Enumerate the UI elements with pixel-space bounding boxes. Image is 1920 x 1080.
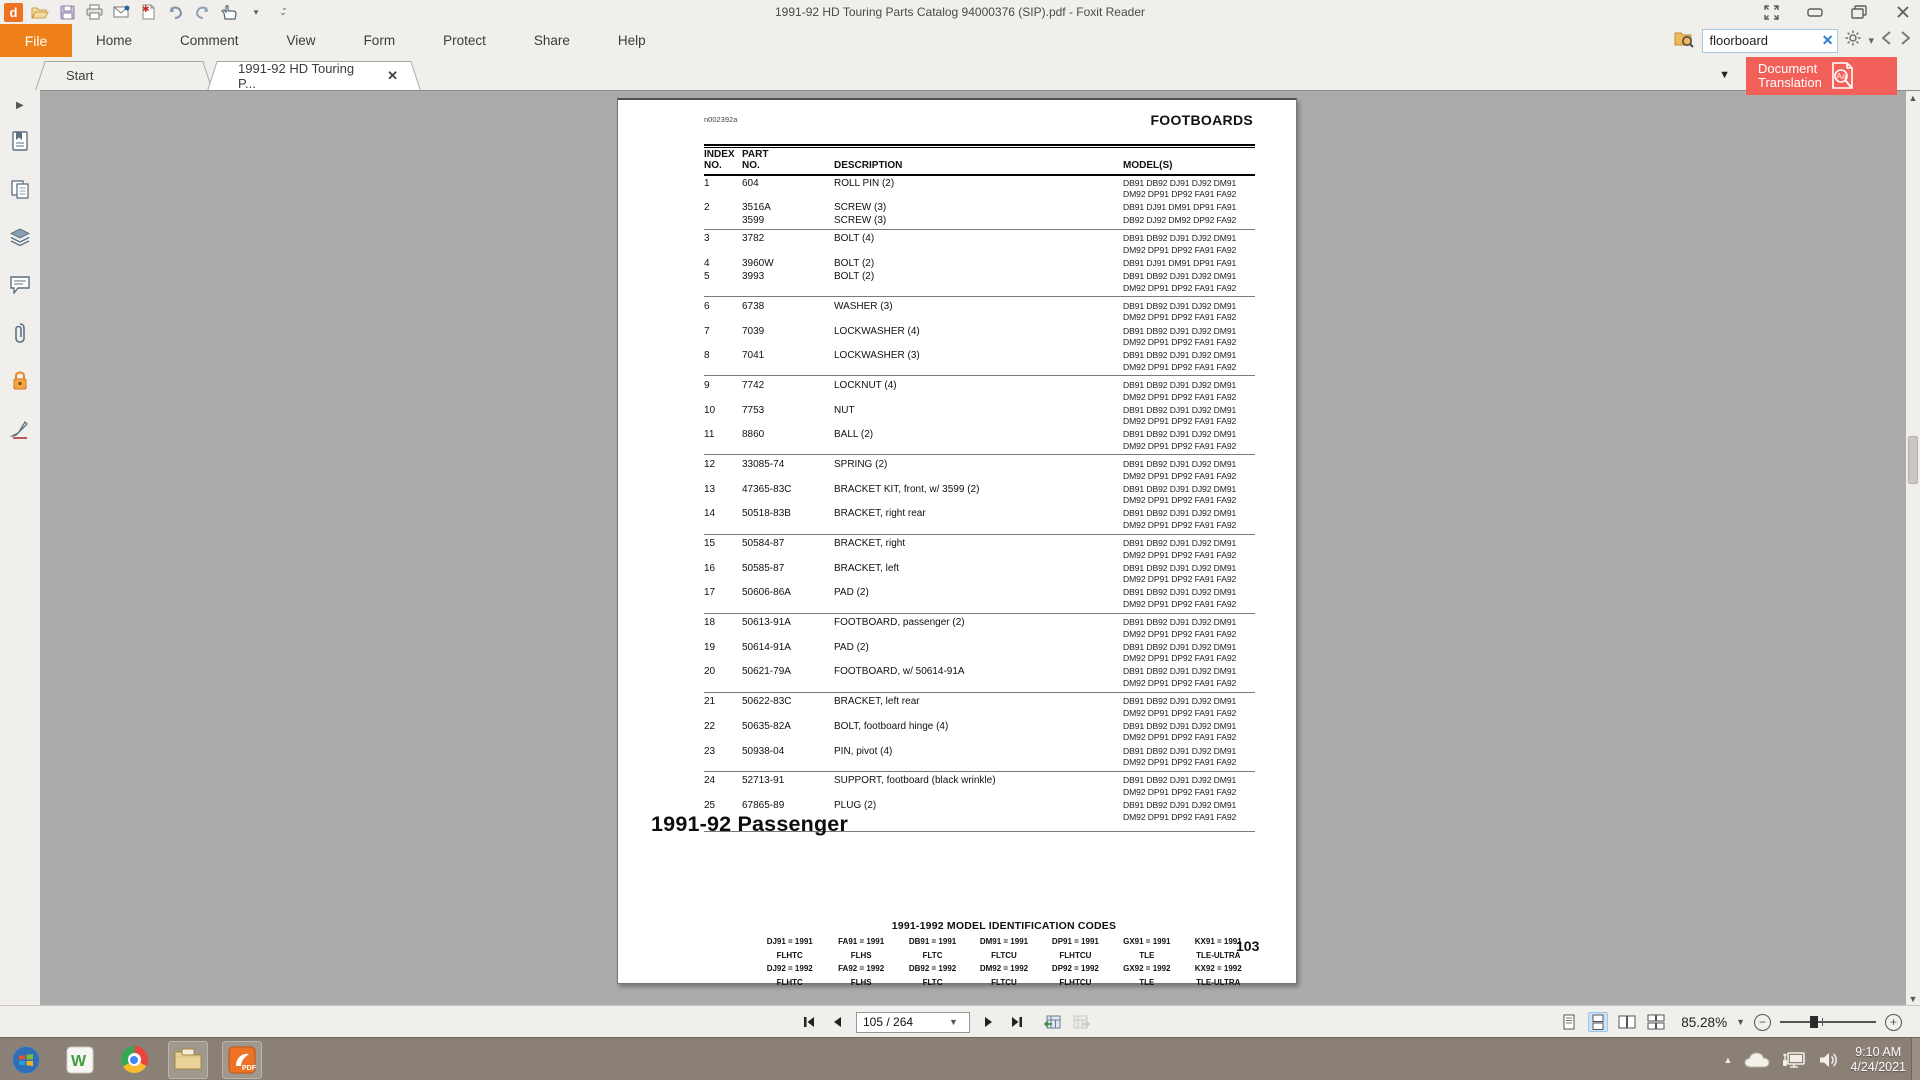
table-row: 6 6738 WASHER (3) DB91 DB92 DJ91 DJ92 DM91 DM92 DP91 DP92 FA91 FA92 <box>704 300 1237 323</box>
table-row: 5 3993 BOLT (2) DB91 DB92 DJ91 DJ92 DM91 DM92 DP91 DP92 FA91 FA92 <box>704 271 1237 293</box>
redo-icon[interactable] <box>192 3 212 21</box>
network-icon[interactable] <box>1782 1050 1806 1070</box>
document-translation-banner[interactable] <box>1746 57 1897 95</box>
scrollbar-thumb[interactable] <box>1908 436 1918 484</box>
table-row: 3 3782 BOLT (4) DB91 DB92 DJ91 DJ92 DM91 DM92 DP91 DP92 FA91 FA92 <box>704 233 1237 255</box>
continuous-facing-view-icon[interactable] <box>1646 1012 1666 1032</box>
zoom-level-label: 85.28% <box>1681 1014 1728 1030</box>
menu-comment[interactable]: Comment <box>180 33 239 48</box>
search-folder-icon[interactable] <box>1674 29 1696 53</box>
search-dropdown-icon[interactable]: ▾ <box>1868 35 1874 47</box>
status-bar <box>0 1005 1920 1037</box>
svg-text:PDF: PDF <box>242 1064 256 1072</box>
translation-aa-icon <box>1830 61 1856 91</box>
model-codes-title: 1991-1992 MODEL IDENTIFICATION CODES <box>891 920 1117 932</box>
restore-icon[interactable] <box>1848 3 1870 21</box>
title-bar <box>0 0 1920 24</box>
zoom-slider[interactable] <box>1780 1013 1876 1031</box>
zoom-in-button[interactable]: + <box>1885 1014 1902 1031</box>
page-thumbnails-panel-icon[interactable] <box>9 178 31 200</box>
taskbar-clock[interactable]: 9:10 AM 4/24/2021 <box>1850 1044 1906 1074</box>
hand-tool-dropdown-icon[interactable]: ▾ <box>253 6 259 17</box>
previous-page-button[interactable] <box>828 1013 846 1031</box>
page-number-field <box>856 1012 970 1033</box>
model-codes-table <box>754 920 1254 989</box>
table-row: 15 50584-87 BRACKET, right DB91 DB92 DJ91 DJ92 DM91 DM92 DP91 DP92 FA91 FA92 <box>704 538 1237 560</box>
facing-view-icon[interactable] <box>1617 1012 1637 1032</box>
menu-form[interactable]: Form <box>363 33 396 48</box>
clear-search-icon[interactable]: ✕ <box>1821 32 1834 48</box>
page-number: 103 <box>1236 938 1260 954</box>
table-row: 4 3960W BOLT (2) DB91 DJ91 DM91 DP91 FA91 <box>704 258 1237 270</box>
taskbar-file-manager-icon[interactable] <box>168 1041 208 1079</box>
model-code-column: FA91 = 1991 FLHS FA92 = 1992 FLHS <box>838 937 885 987</box>
system-tray <box>1723 1038 1906 1080</box>
table-row: 2 3516A SCREW (3) DB91 DJ91 DM91 DP91 FA91 <box>704 202 1237 214</box>
menu-protect[interactable]: Protect <box>443 33 486 48</box>
minimize-icon[interactable] <box>1804 3 1826 21</box>
table-row: 21 50622-83C BRACKET, left rear DB91 DB92 DJ91 DJ92 DM91 DM92 DP91 DP92 FA91 FA92 <box>704 696 1237 718</box>
continuous-view-icon[interactable] <box>1588 1012 1608 1032</box>
table-row: 16 50585-87 BRACKET, left DB91 DB92 DJ91 DJ92 DM91 DM92 DP91 DP92 FA91 FA92 <box>704 562 1237 585</box>
zoom-dropdown-icon[interactable]: ▼ <box>1736 1017 1745 1027</box>
table-row: 14 50518-83B BRACKET, right rear DB91 DB92 DJ91 DJ92 DM91 DM92 DP91 DP92 FA91 FA92 <box>704 508 1237 530</box>
search-input[interactable] <box>1709 33 1819 48</box>
zoom-slider-handle[interactable] <box>1810 1016 1818 1028</box>
model-code-column: DB91 = 1991 FLTC DB92 = 1992 FLTC <box>908 937 957 987</box>
email-icon[interactable] <box>111 3 131 21</box>
search-settings-gear-icon[interactable] <box>1844 29 1862 52</box>
hidden-icons-icon[interactable]: ▲ <box>1723 1054 1733 1065</box>
table-row: 22 50635-82A BOLT, footboard hinge (4) DB91 DB92 DJ91 DJ92 DM91 DM92 DP91 DP92 FA91 FA92 <box>704 720 1237 743</box>
table-row: 1 604 ROLL PIN (2) DB91 DB92 DJ91 DJ92 DM91 DM92 DP91 DP92 FA91 FA92 <box>704 177 1237 200</box>
search-area <box>1674 27 1912 54</box>
volume-icon[interactable] <box>1818 1051 1838 1069</box>
menu-bar <box>0 24 1920 57</box>
window-controls <box>1760 3 1914 21</box>
onedrive-icon[interactable] <box>1744 1051 1770 1068</box>
previous-view-button[interactable] <box>1044 1013 1062 1031</box>
table-row: 7 7039 LOCKWASHER (4) DB91 DB92 DJ91 DJ92 DM91 DM92 DP91 DP92 FA91 FA92 <box>704 325 1237 348</box>
table-row: 3599 SCREW (3) DB92 DJ92 DM92 DP92 FA92 <box>742 215 1237 227</box>
quick-access-toolbar <box>0 3 293 22</box>
parts-table-body <box>704 176 1255 832</box>
table-row: 17 50606-86A PAD (2) DB91 DB92 DJ91 DJ92 DM91 DM92 DP91 DP92 FA91 FA92 <box>704 587 1237 609</box>
single-page-view-icon[interactable] <box>1559 1012 1579 1032</box>
menu-view[interactable]: View <box>286 33 316 48</box>
taskbar <box>0 1037 1920 1080</box>
table-row: 13 47365-83C BRACKET KIT, front, w/ 3599 (2) DB91 DB92 DJ91 DJ92 DM91 DM92 DP91 DP92 FA91 FA92 <box>704 483 1237 506</box>
navigation-sidebar <box>0 90 40 1005</box>
section-heading: 1991-92 Passenger <box>651 812 849 836</box>
model-codes-grid <box>754 935 1254 989</box>
zoom-controls <box>1559 1006 1902 1038</box>
search-input-wrapper <box>1702 29 1838 53</box>
close-icon[interactable] <box>1892 3 1914 21</box>
document-tab-bar <box>0 57 1920 90</box>
page-number-dropdown-icon[interactable]: ▼ <box>949 1017 958 1027</box>
attachments-panel-icon[interactable] <box>9 322 31 344</box>
undo-icon[interactable] <box>165 3 185 21</box>
comments-panel-icon[interactable] <box>9 274 31 296</box>
table-row: 24 52713-91 SUPPORT, footboard (black wrinkle) DB91 DB92 DJ91 DJ92 DM91 DM92 DP91 DP92 FA91 FA92 <box>704 775 1237 797</box>
bookmarks-panel-icon[interactable] <box>9 130 31 152</box>
menu-share[interactable]: Share <box>533 33 570 48</box>
foxit-logo-icon[interactable]: d <box>4 3 23 22</box>
taskbar-chrome-icon[interactable] <box>114 1041 154 1079</box>
signatures-panel-icon[interactable] <box>9 418 31 440</box>
fullscreen-icon[interactable] <box>1760 3 1782 21</box>
scroll-up-icon[interactable]: ▲ <box>1908 93 1918 103</box>
page-navigation <box>800 1006 1090 1038</box>
save-icon[interactable] <box>57 3 77 21</box>
document-translation-label: Document Translation <box>1758 60 1822 90</box>
svg-text:✱: ✱ <box>141 4 150 14</box>
model-code-column: DM91 = 1991 FLTCU DM92 = 1992 FLTCU <box>979 937 1029 987</box>
table-row: 23 50938-04 PIN, pivot (4) DB91 DB92 DJ91 DJ92 DM91 DM92 DP91 DP92 FA91 FA92 <box>704 745 1237 768</box>
scroll-down-icon[interactable]: ▼ <box>1908 994 1918 1004</box>
window-title: 1991-92 HD Touring Parts Catalog 94000376 (SIP).pdf - Foxit Reader <box>775 5 1145 19</box>
table-row: 20 50621-79A FOOTBOARD, w/ 50614-91A DB91 DB92 DJ91 DJ92 DM91 DM92 DP91 DP92 FA91 FA92 <box>704 666 1237 689</box>
svg-text:Aa: Aa <box>1836 72 1847 81</box>
find-previous-icon[interactable] <box>1880 30 1893 51</box>
pdf-page <box>617 98 1297 987</box>
document-canvas[interactable] <box>40 90 1920 1005</box>
table-row: 18 50613-91A FOOTBOARD, passenger (2) DB91 DB92 DJ91 DJ92 DM91 DM92 DP91 DP92 FA91 FA92 <box>704 617 1237 639</box>
panel-expand-icon[interactable]: ▶ <box>16 100 24 111</box>
parts-table <box>704 144 1255 832</box>
zoom-out-button[interactable]: − <box>1754 1014 1771 1031</box>
start-button[interactable] <box>6 1041 46 1079</box>
plate-code: n002392a <box>704 115 738 124</box>
security-panel-icon[interactable] <box>9 370 31 392</box>
table-row: 8 7041 LOCKWASHER (3) DB91 DB92 DJ91 DJ92 DM91 DM92 DP91 DP92 FA91 FA92 <box>704 350 1237 372</box>
table-row: 19 50614-91A PAD (2) DB91 DB92 DJ91 DJ92 DM91 DM92 DP91 DP92 FA91 FA92 <box>704 641 1237 664</box>
svg-text:W: W <box>71 1052 87 1070</box>
menu-file[interactable]: File <box>0 24 72 57</box>
next-page-button[interactable] <box>980 1013 998 1031</box>
model-code-column: GX91 = 1991 TLE GX92 = 1992 TLE <box>1123 937 1171 987</box>
table-row: 12 33085-74 SPRING (2) DB91 DB92 DJ91 DJ92 DM91 DM92 DP91 DP92 FA91 FA92 <box>704 458 1237 481</box>
menu-items <box>72 24 670 57</box>
model-code-column: KX91 = 1991 TLE-ULTRA KX92 = 1992 TLE-ULTRA <box>1194 937 1242 987</box>
next-view-button[interactable] <box>1072 1013 1090 1031</box>
first-page-button[interactable] <box>800 1013 818 1031</box>
table-row: 11 8860 BALL (2) DB91 DB92 DJ91 DJ92 DM91 DM92 DP91 DP92 FA91 FA92 <box>704 429 1237 451</box>
menu-help[interactable]: Help <box>617 33 646 48</box>
parts-table-header: INDEX NO. PART NO. DESCRIPTION MODEL(S) <box>704 147 1255 176</box>
model-code-column: DP91 = 1991 FLHTCU DP92 = 1992 FLHTCU <box>1051 937 1099 987</box>
tab-close-icon[interactable]: ✕ <box>387 67 398 83</box>
menu-home[interactable]: Home <box>96 33 133 48</box>
open-file-icon[interactable] <box>30 3 50 21</box>
table-row: 9 7742 LOCKNUT (4) DB91 DB92 DJ91 DJ92 DM91 DM92 DP91 DP92 FA91 FA92 <box>704 379 1237 402</box>
vertical-scrollbar[interactable] <box>1906 91 1920 1006</box>
last-page-button[interactable] <box>1008 1013 1026 1031</box>
create-pdf-icon[interactable] <box>138 3 158 21</box>
layers-panel-icon[interactable] <box>9 226 31 248</box>
model-code-column: DJ91 = 1991 FLHTC DJ92 = 1992 FLHTC <box>766 937 813 987</box>
taskbar-office-app-icon[interactable] <box>60 1041 100 1079</box>
page-title: FOOTBOARDS <box>1150 112 1253 128</box>
table-row: 10 7753 NUT DB91 DB92 DJ91 DJ92 DM91 DM92 DP91 DP92 FA91 FA92 <box>704 404 1237 427</box>
customize-toolbar-icon[interactable]: ⌄̄ <box>279 6 287 17</box>
tab-document[interactable]: 1991-92 HD Touring P... ✕ <box>216 61 412 90</box>
page-number-input[interactable] <box>857 1015 949 1029</box>
show-desktop-button[interactable] <box>1911 1038 1920 1080</box>
taskbar-foxit-pdf-icon[interactable] <box>222 1041 262 1079</box>
hand-tool-icon[interactable] <box>219 3 239 21</box>
print-icon[interactable] <box>84 3 104 21</box>
find-next-icon[interactable] <box>1899 30 1912 51</box>
tab-list-dropdown-icon[interactable]: ▼ <box>1719 69 1730 81</box>
table-row: 25 67865-89 PLUG (2) DB91 DB92 DJ91 DJ92 DM91 DM92 DP91 DP92 FA91 FA92 <box>704 799 1237 822</box>
tab-start[interactable]: Start <box>44 61 204 90</box>
